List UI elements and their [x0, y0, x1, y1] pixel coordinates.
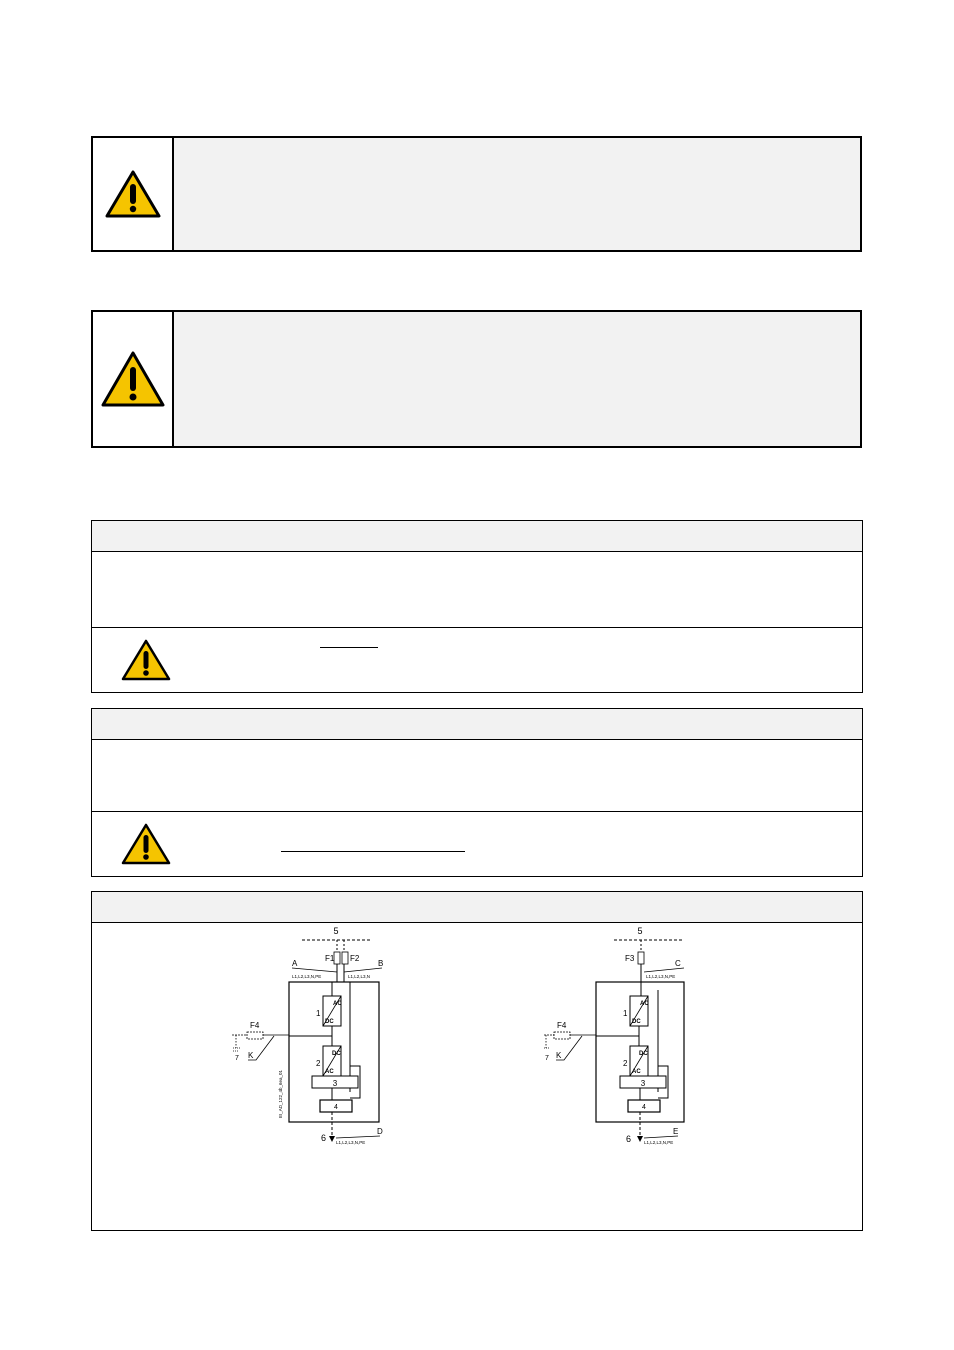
section-body	[92, 740, 862, 812]
ac-label: AC	[333, 1001, 342, 1007]
section-box-1	[91, 520, 863, 693]
block-label-3: 3	[332, 1079, 338, 1088]
warning-text-area	[174, 138, 860, 250]
warning-box-2	[91, 310, 862, 448]
wire-label-a: L1,L2,L3,N,PE	[292, 974, 322, 979]
fuse-label-f4: F4	[250, 1021, 260, 1030]
wire-label-b: L1,L2,L3,N	[348, 974, 371, 979]
fuse-label-f3: F3	[625, 954, 635, 963]
wire-label-e: L1,L2,L3,N,PE	[644, 1140, 674, 1145]
dc-label: DC	[332, 1051, 341, 1057]
ac-label: AC	[640, 1001, 649, 1007]
ground-label: 7	[235, 1055, 239, 1062]
underline-mark	[281, 851, 465, 852]
block-label-4: 4	[334, 1104, 338, 1111]
diagram-label-5: 5	[637, 926, 643, 936]
section-body	[92, 552, 862, 628]
warning-triangle-icon	[100, 350, 166, 408]
ac-label: AC	[325, 1069, 334, 1075]
fuse-label-f4: F4	[557, 1021, 567, 1030]
warning-triangle-icon	[120, 822, 172, 866]
wire-label-c: L1,L2,L3,N,PE	[646, 974, 676, 979]
circuit-diagram-right	[544, 922, 704, 1152]
ac-label: AC	[632, 1069, 641, 1075]
diagram-label-6: 6	[626, 1134, 632, 1144]
diagram-label-5: 5	[333, 926, 339, 936]
underline-mark	[320, 647, 378, 648]
block-label-2: 2	[623, 1059, 628, 1068]
section-header	[92, 709, 862, 740]
block-label-4: 4	[642, 1104, 646, 1111]
block-label-1: 1	[623, 1009, 628, 1018]
warning-icon-cell	[93, 138, 174, 250]
section-header	[92, 521, 862, 552]
corner-label-b: B	[378, 959, 384, 968]
diagram-label-6: 6	[321, 1133, 327, 1143]
warning-triangle-icon	[120, 638, 172, 682]
wire-label-d: L1,L2,L3,N,PE	[336, 1140, 366, 1145]
block-label-3: 3	[640, 1079, 646, 1088]
section-box-2	[91, 708, 863, 877]
corner-label-d: D	[377, 1127, 383, 1136]
warning-text-area	[174, 312, 860, 446]
diagram-vertical-id: EI_AD_122_4b_6ea_01	[278, 1069, 283, 1118]
section-header	[92, 892, 862, 923]
section-box-3	[91, 891, 863, 1231]
switch-label-k: K	[248, 1051, 254, 1060]
dc-label: DC	[639, 1051, 648, 1057]
dc-label: DC	[325, 1019, 334, 1025]
warning-icon-cell	[93, 312, 174, 446]
corner-label-c: C	[675, 959, 681, 968]
corner-label-e: E	[673, 1127, 679, 1136]
corner-label-a: A	[292, 959, 298, 968]
block-label-1: 1	[316, 1009, 321, 1018]
section-warning-note	[92, 811, 862, 876]
switch-label-k: K	[556, 1051, 562, 1060]
warning-box-1	[91, 136, 862, 252]
dc-label: DC	[632, 1019, 641, 1025]
fuse-label-f1: F1	[325, 954, 335, 963]
fuse-label-f2: F2	[350, 954, 360, 963]
circuit-diagram-left	[232, 922, 392, 1152]
ground-label: 7	[545, 1055, 549, 1062]
warning-triangle-icon	[104, 169, 162, 219]
section-warning-note	[92, 627, 862, 692]
block-label-2: 2	[316, 1059, 321, 1068]
